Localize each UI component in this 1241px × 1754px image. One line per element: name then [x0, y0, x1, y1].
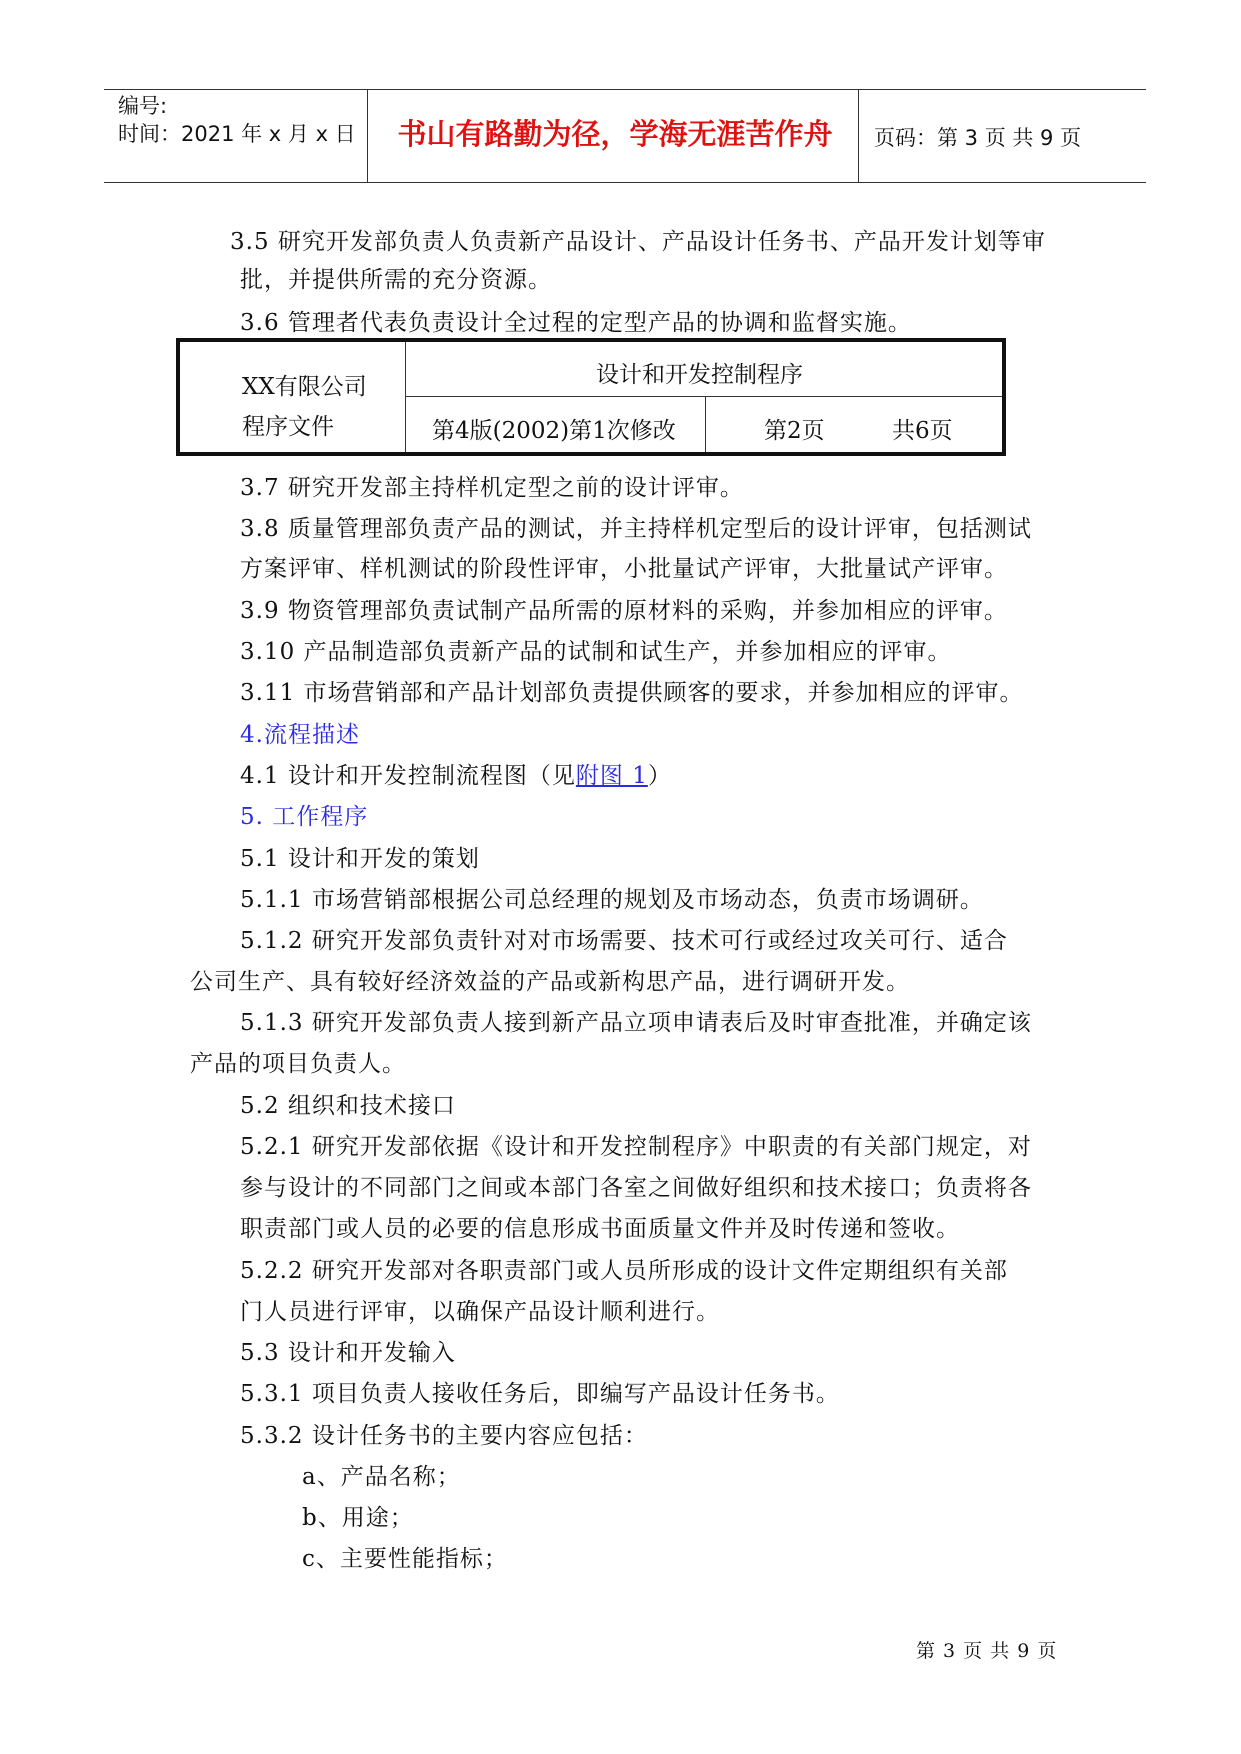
text-line: 3.5 研究开发部负责人负责新产品设计、产品设计任务书、产品开发计划等审 — [230, 229, 1046, 255]
text-line: 5.1.3 研究开发部负责人接到新产品立项申请表后及时审查批准，并确定该 — [240, 1010, 1032, 1036]
text-line: 5.3.1 项目负责人接收任务后，即编写产品设计任务书。 — [240, 1381, 840, 1407]
text-line: 5.2 组织和技术接口 — [240, 1093, 456, 1119]
text-line: 方案评审、样机测试的阶段性评审，小批量试产评审，大批量试产评审。 — [240, 556, 1008, 582]
text-line: 3.10 产品制造部负责新产品的试制和试生产，并参加相应的评审。 — [240, 639, 952, 665]
header-divider-left — [367, 89, 368, 183]
procedure-title: 设计和开发控制程序 — [596, 362, 803, 388]
table-divider — [405, 342, 406, 452]
document-time-label: 时间：2021 年 x 月 x 日 — [118, 122, 356, 146]
text-line: 职责部门或人员的必要的信息形成书面质量文件并及时传递和签收。 — [240, 1216, 960, 1242]
text-line: 参与设计的不同部门之间或本部门各室之间做好组织和技术接口；负责将各 — [240, 1175, 1032, 1201]
section-heading: 4.流程描述 — [240, 722, 360, 748]
text-line: 3.8 质量管理部负责产品的测试，并主持样机定型后的设计评审，包括测试 — [240, 516, 1032, 542]
text-line: 5.2.1 研究开发部依据《设计和开发控制程序》中职责的有关部门规定，对 — [240, 1134, 1032, 1160]
section-heading: 5. 工作程序 — [240, 804, 369, 830]
version-info: 第4版(2002)第1次修改 — [432, 418, 676, 444]
table-total: 共6页 — [892, 418, 953, 444]
document-control-table — [176, 338, 1006, 456]
text-line: 5.1.1 市场营销部根据公司总经理的规划及市场动态，负责市场调研。 — [240, 887, 984, 913]
text-line: 3.9 物资管理部负责试制产品所需的原材料的采购，并参加相应的评审。 — [240, 598, 1008, 624]
text-line: 5.1.2 研究开发部负责针对对市场需要、技术可行或经过攻关可行、适合 — [240, 928, 1008, 954]
header-meta — [118, 92, 356, 148]
header-motto: 书山有路勤为径，学海无涯苦作舟 — [397, 117, 833, 151]
text-line: 5.3 设计和开发输入 — [240, 1340, 456, 1366]
header-bottom-rule — [104, 182, 1146, 183]
text-line: 5.1 设计和开发的策划 — [240, 846, 480, 872]
text-line: 5.2.2 研究开发部对各职责部门或人员所形成的设计文件定期组织有关部 — [240, 1258, 1008, 1284]
text-segment: ） — [647, 763, 672, 789]
appendix-link[interactable]: 附图 1 — [575, 763, 648, 789]
document-type: 程序文件 — [242, 414, 334, 440]
table-divider — [405, 396, 1002, 397]
text-line — [240, 757, 672, 790]
document-number-label: 编号: — [118, 94, 168, 118]
text-line: 公司生产、具有较好经济效益的产品或新构思产品，进行调研开发。 — [190, 969, 910, 995]
table-divider — [705, 396, 706, 452]
text-line: 产品的项目负责人。 — [190, 1051, 406, 1077]
text-line: 门人员进行评审，以确保产品设计顺利进行。 — [240, 1299, 720, 1325]
text-line: 3.6 管理者代表负责设计全过程的定型产品的协调和监督实施。 — [240, 310, 912, 336]
header-top-rule — [104, 89, 1146, 90]
text-segment: 4.1 设计和开发控制流程图（见 — [240, 763, 576, 789]
list-item: a、产品名称； — [302, 1464, 461, 1490]
header-divider-right — [858, 89, 859, 183]
footer-page-number: 第 3 页 共 9 页 — [916, 1640, 1058, 1662]
text-line: 批，并提供所需的充分资源。 — [240, 267, 552, 293]
company-name: XX有限公司 — [242, 374, 367, 400]
text-line: 3.11 市场营销部和产品计划部负责提供顾客的要求，并参加相应的评审。 — [240, 680, 1024, 706]
table-page: 第2页 — [764, 418, 825, 444]
text-line: 5.3.2 设计任务书的主要内容应包括： — [240, 1423, 648, 1449]
text-line: 3.7 研究开发部主持样机定型之前的设计评审。 — [240, 475, 744, 501]
header-page-label: 页码：第 3 页 共 9 页 — [874, 126, 1082, 150]
list-item: c、主要性能指标； — [302, 1546, 508, 1572]
list-item: b、用途； — [302, 1505, 414, 1531]
